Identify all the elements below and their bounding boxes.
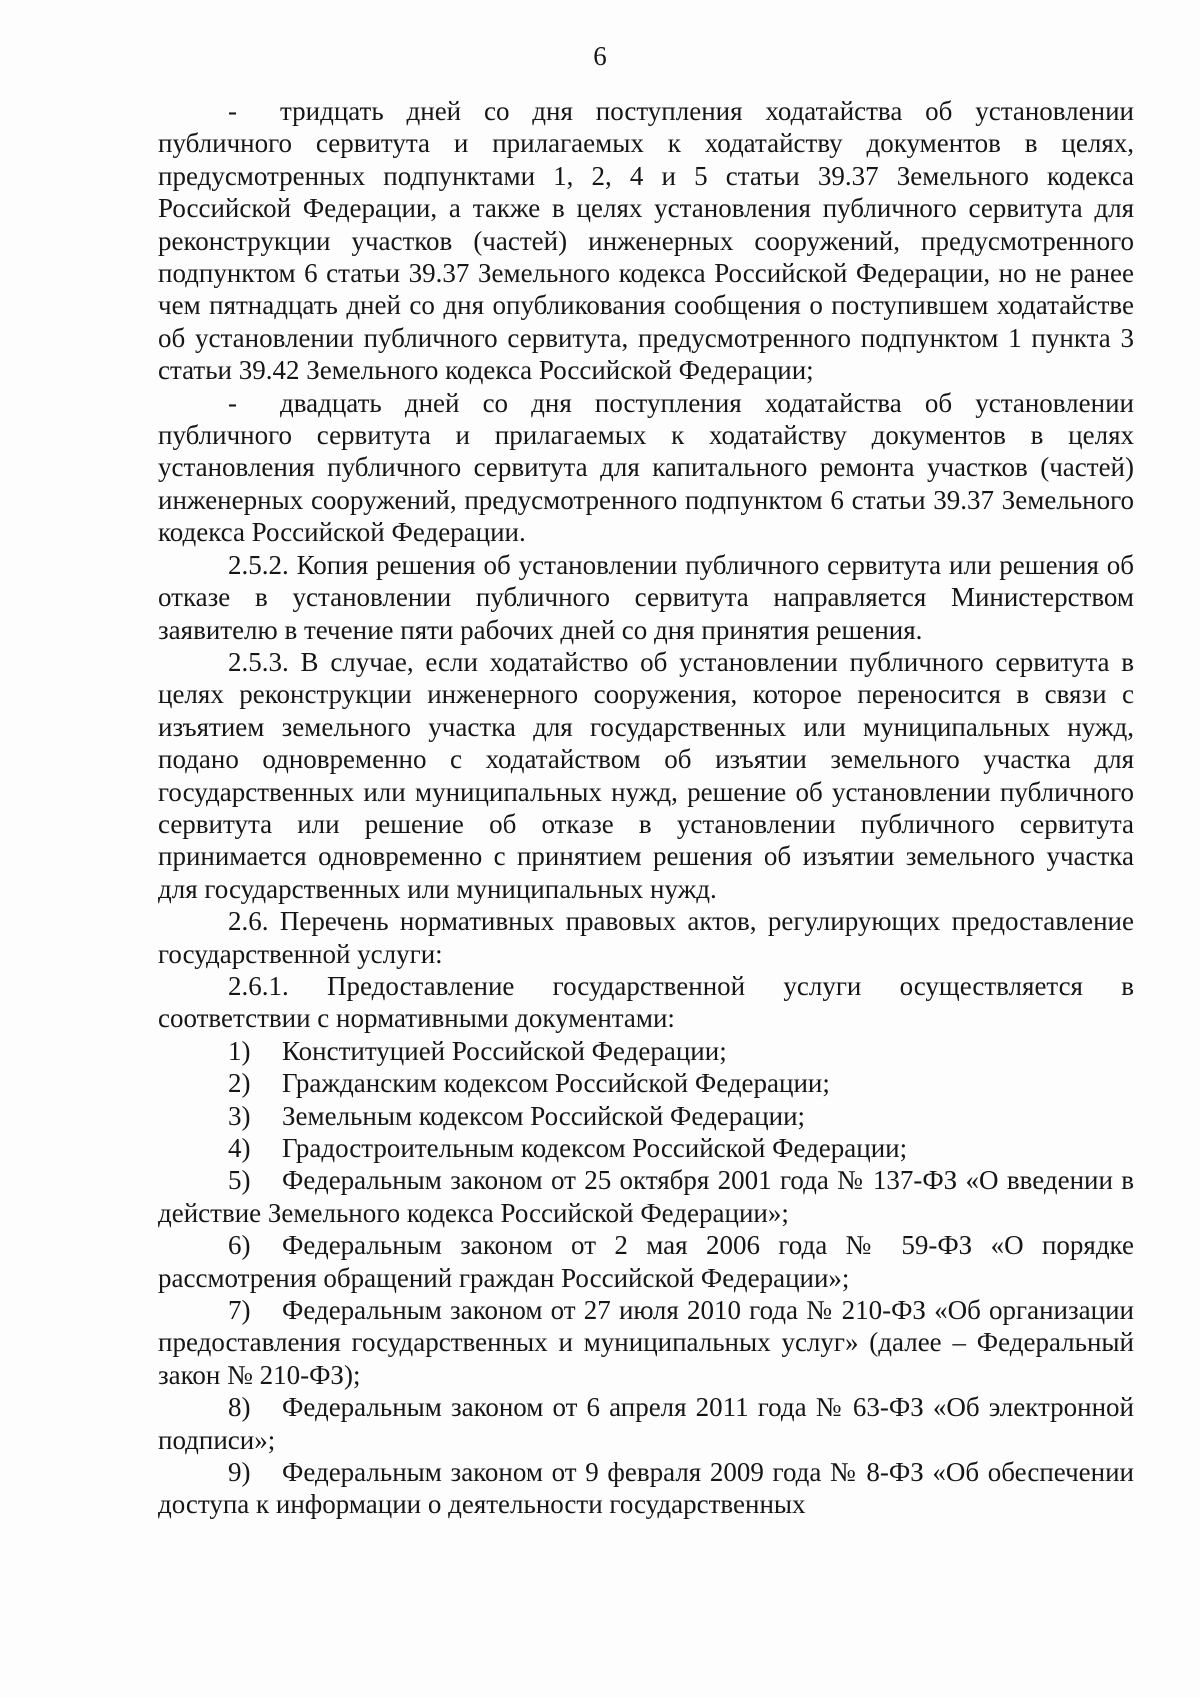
- list-item-text: Федеральным законом от 27 июля 2010 года № 210-ФЗ «Об организации предоставления государственных и муниципальных услуг» (далее – Федеральный закон № 210-ФЗ);: [158, 1295, 1134, 1390]
- paragraph-2-5-3: 2.5.3. В случае, если ходатайство об установлении публичного сервитута в целях реконструкции инженерного сооружения, которое переносится в связи с изъятием земельного участка для государственных или муниципальных нужд, подано одновременно с ходатайством об изъятии земельного участка для государственных или муниципальных нужд, решение об установлении публичного сервитута или решение об отказе в установлении публичного сервитута принимается одновременно с принятием решения об изъятии земельного участка для государственных или муниципальных нужд.: [158, 646, 1134, 904]
- list-item-text: Градостроительным кодексом Российской Федерации;: [282, 1133, 908, 1163]
- list-item-dash-30-days: [158, 95, 1134, 387]
- list-marker: 6): [228, 1230, 251, 1261]
- list-item-4: [158, 1132, 1134, 1164]
- list-item-text: двадцать дней со дня поступления ходатайства об установлении публичного сервитута и прилагаемых к ходатайству документов в целях установления публичного сервитута для капитального ремонта участков (частей) инженерных сооружений, предусмотренного подпунктом 6 статьи 39.37 Земельного кодекса Российской Федерации.: [158, 387, 1134, 548]
- list-item-dash-20-days: [158, 387, 1134, 549]
- list-marker: 2): [228, 1068, 251, 1099]
- list-marker: 3): [228, 1100, 251, 1131]
- paragraph-2-5-2: 2.5.2. Копия решения об установлении публичного сервитута или решения об отказе в установлении публичного сервитута направляется Министерством заявителю в течение пяти рабочих дней со дня принятия решения.: [158, 549, 1134, 645]
- list-marker: 1): [228, 1035, 251, 1066]
- list-item-text: Федеральным законом от 9 февраля 2009 года № 8-ФЗ «Об обеспечении доступа к информации о деятельности государственных: [158, 1457, 1134, 1520]
- list-marker: 8): [228, 1392, 251, 1423]
- list-marker: 9): [228, 1457, 251, 1488]
- list-marker: -: [228, 387, 237, 418]
- list-item-1: [158, 1035, 1134, 1067]
- list-item-2: [158, 1067, 1134, 1099]
- list-item-8: [158, 1391, 1134, 1456]
- list-item-text: Гражданским кодексом Российской Федерации;: [282, 1068, 830, 1099]
- list-marker: 5): [228, 1165, 251, 1196]
- list-item-6: [158, 1229, 1134, 1294]
- list-item-5: [158, 1164, 1134, 1229]
- list-marker: 4): [228, 1133, 251, 1163]
- list-item-text: Федеральным законом от 6 апреля 2011 года № 63-ФЗ «Об электронной подписи»;: [158, 1392, 1134, 1455]
- paragraph-2-6-1: 2.6.1. Предоставление государственной услуги осуществляется в соответствии с нормативными документами:: [158, 970, 1134, 1034]
- list-item-text: Федеральным законом от 25 октября 2001 года № 137-ФЗ «О введении в действие Земельного кодекса Российской Федерации»;: [158, 1165, 1134, 1228]
- body-text: [158, 95, 1134, 1521]
- list-item-text: Федеральным законом от 2 мая 2006 года № 59-ФЗ «О порядке рассмотрения обращений граждан Российской Федерации»;: [158, 1230, 1134, 1293]
- page-number: 6: [593, 41, 607, 71]
- list-item-9: [158, 1456, 1134, 1521]
- list-item-7: [158, 1294, 1134, 1391]
- list-item-3: [158, 1100, 1134, 1132]
- list-marker: -: [228, 96, 237, 126]
- paragraph-2-6: 2.6. Перечень нормативных правовых актов, регулирующих предоставление государственной услуги:: [158, 906, 1134, 969]
- list-item-text: Конституцией Российской Федерации;: [282, 1035, 727, 1066]
- list-item-text: Земельным кодексом Российской Федерации;: [282, 1100, 806, 1131]
- list-item-text: тридцать дней со дня поступления ходатайства об установлении публичного сервитута и прилагаемых к ходатайству документов в целях, предусмотренных подпунктами 1, 2, 4 и 5 статьи 39.37 Земельного кодекса Российской Федерации, а также в целях установления публичного сервитута для реконструкции участков (частей) инженерных сооружений, предусмотренного подпунктом 6 статьи 39.37 Земельного кодекса Российской Федерации, но не ранее чем пятнадцать дней со дня опубликования сообщения о поступившем ходатайстве об установлении публичного сервитута, предусмотренного подпунктом 1 пункта 3 статьи 39.42 Земельного кодекса Российской Федерации;: [158, 96, 1134, 386]
- list-marker: 7): [228, 1295, 251, 1326]
